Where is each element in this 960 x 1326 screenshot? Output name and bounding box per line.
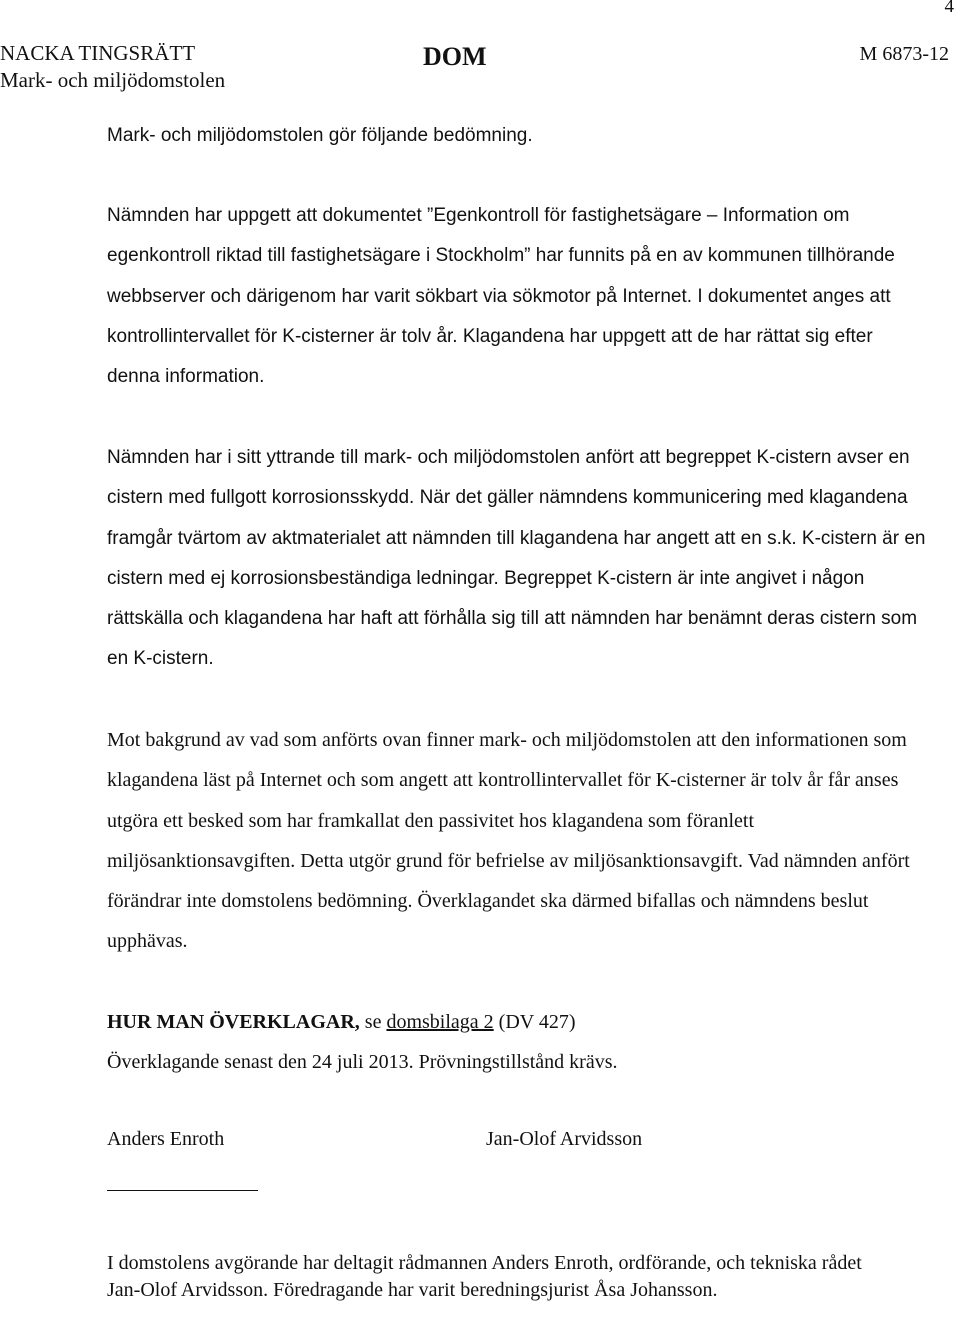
page-number: 4 bbox=[944, 0, 954, 17]
court-name: NACKA TINGSRÄTT bbox=[0, 41, 196, 65]
court-block bbox=[0, 40, 225, 94]
case-number: M 6873-12 bbox=[859, 43, 949, 65]
signature-left: Anders Enroth bbox=[107, 1128, 225, 1150]
paragraph-k-cistern-definition: Nämnden har i sitt yttrande till mark- och miljödomstolen anfört att begreppet K-cistern avser en cistern med fullgott korrosionsskydd. När det gäller nämndens kommunicering med klagandena framgår tvärtom av aktmaterialet att nämnden till klagandena har angett att en s.k. K-cistern är en cistern med ej korrosionsbeständiga ledningar. Begreppet K-cistern är inte angivet i någon rättskälla och klagandena har haft att förhålla sig till att nämnden har benämnt deras cistern som en K-cistern. bbox=[107, 447, 926, 670]
assessment-intro: Mark- och miljödomstolen gör följande bedömning. bbox=[107, 125, 533, 146]
appeal-suffix: (DV 427) bbox=[498, 1011, 576, 1033]
document-header bbox=[0, 40, 960, 100]
signature-divider bbox=[107, 1190, 258, 1191]
appeal-prefix: se bbox=[364, 1011, 382, 1033]
appeal-heading: HUR MAN ÖVERKLAGAR, bbox=[107, 1011, 360, 1033]
signature-right: Jan-Olof Arvidsson bbox=[486, 1128, 643, 1150]
appeal-deadline: Överklagande senast den 24 juli 2013. Prövningstillstånd krävs. bbox=[107, 1051, 618, 1073]
appeal-line bbox=[107, 1002, 927, 1042]
composition-note: I domstolens avgörande har deltagit rådmannen Anders Enroth, ordförande, och tekniska rådet Jan-Olof Arvidsson. Föredragande har varit beredningsjurist Åsa Johansson. bbox=[107, 1252, 862, 1301]
appendix-link[interactable]: domsbilaga 2 bbox=[386, 1011, 494, 1033]
appeal-section bbox=[107, 1002, 927, 1082]
document-type: DOM bbox=[423, 42, 487, 71]
paragraph-conclusion: Mot bakgrund av vad som anförts ovan finner mark- och miljödomstolen att den informationen som klagandena läst på Internet och som angett att kontrollintervallet för K-cisterner är tolv år får anses utgöra ett besked som har framkallat den passivitet hos klagandena som föranlett miljösanktionsavgiften. Detta utgör grund för befrielse av miljösanktionsavgift. Vad nämnden anfört förändrar inte domstolens bedömning. Överklagandet ska därmed bifallas och nämndens beslut upphävas. bbox=[107, 729, 910, 953]
paragraph-information-document: Nämnden har uppgett att dokumentet ”Egenkontroll för fastighetsägare – Information om egenkontroll riktad till fastighetsägare i Stockholm” har funnits på en av kommunen tillhörande webbserver och därigenom har varit sökbart via sökmotor på Internet. I dokumentet anges att kontrollintervallet för K-cisterner är tolv år. Klagandena har uppgett att de har rättat sig efter denna information. bbox=[107, 205, 895, 388]
court-division: Mark- och miljödomstolen bbox=[0, 68, 226, 92]
